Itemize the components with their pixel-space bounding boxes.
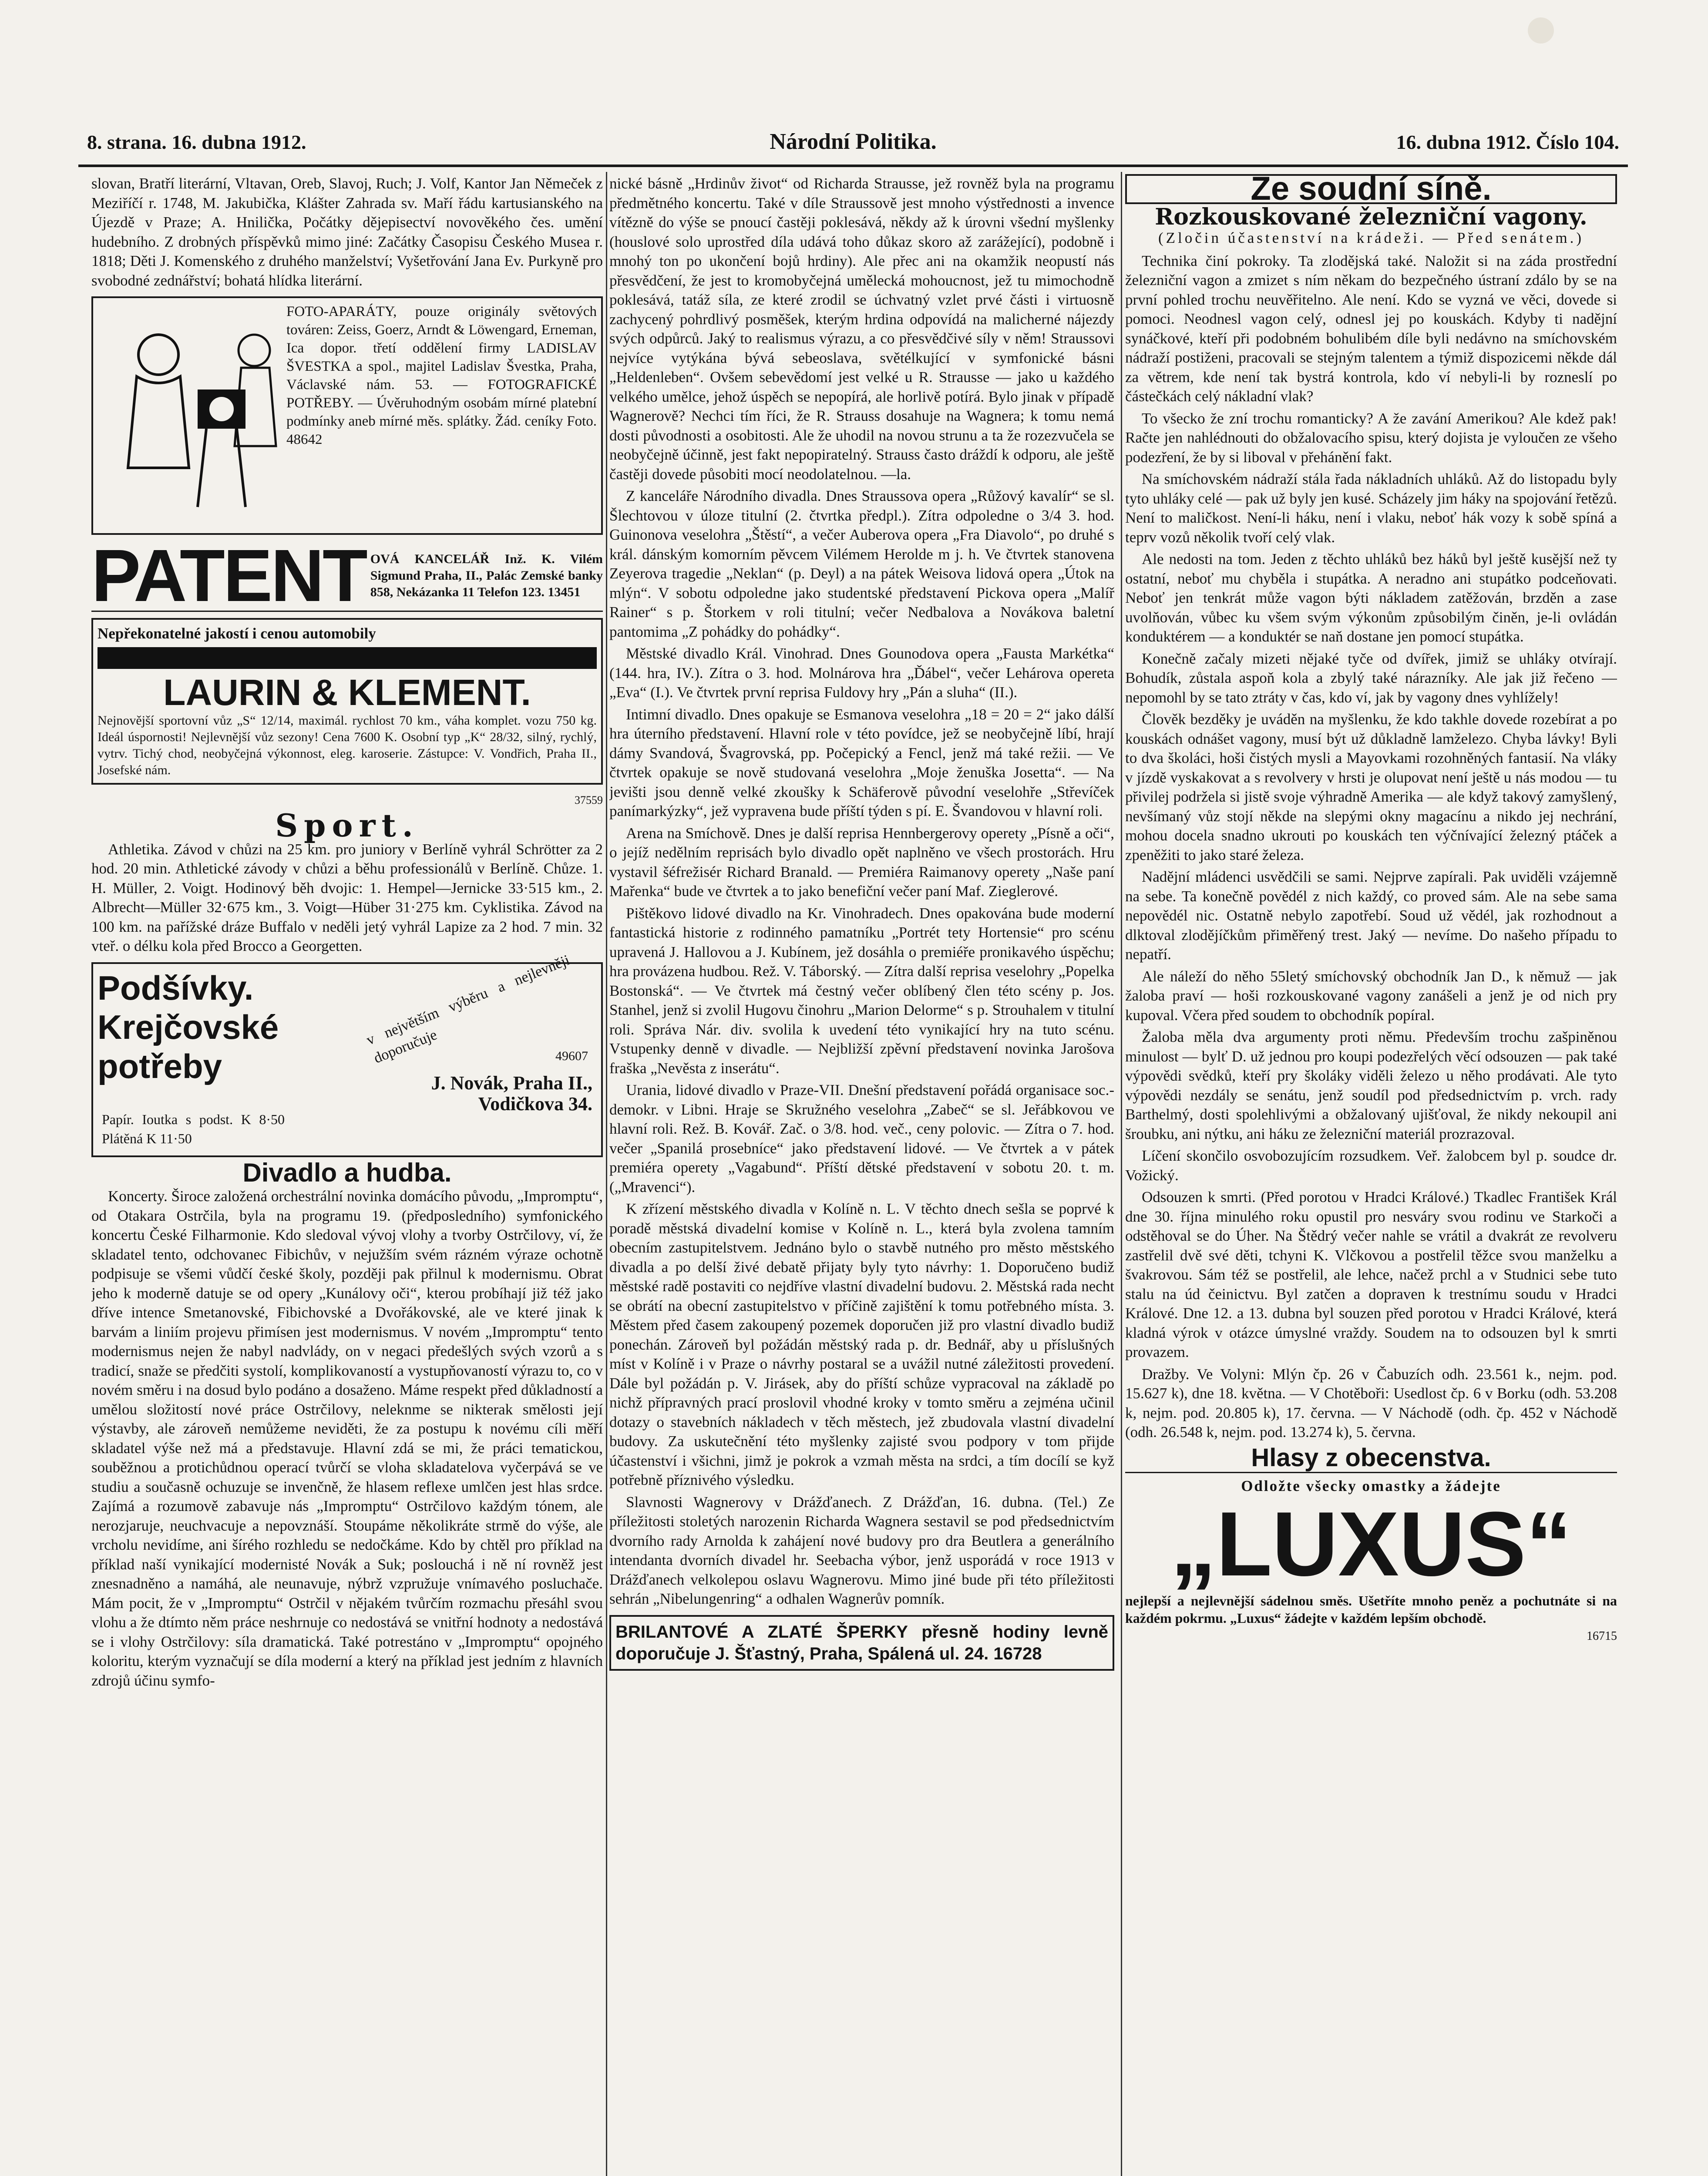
podsivky-firm: J. Novák, Praha II., Vodičkova 34. (431, 1072, 592, 1115)
column-1 (91, 174, 603, 2176)
literary-review-text: slovan, Bratří literární, Vltavan, Oreb, Slavoj, Ruch; J. Volf, Kantor Jan Němeček z Meziříčí r. 1748, M. Jakubička, Klášter Zahrada sv. Maří řádu kartusianského na Újezdě v Praze; A. Hnilička, Počátky dějepisectví novověkého čes. umění hudebního. Z drobných příspěvků mimo jiné: Začátky Časopisu Českého Musea r. 1818; Děti J. Komenského z druhého manželství; Vyšetřování Jana Ev. Purkyně pro svobodné zednářství; bohatá hlídka literární. (91, 175, 603, 289)
foto-aparaty-ad[interactable] (91, 296, 603, 535)
patent-office-text: OVÁ KANCELÁŘ Inž. K. Vilém Sigmund Praha, II., Palác Zemské banky 858, Nekázanka 11 Telefon 123. 13451 (370, 552, 603, 599)
brilant-ad[interactable] (609, 1615, 1114, 1671)
court-text-10: Líčení skončilo osvobozujícím rozsudkem. Veř. žalobcem byl p. soudce dr. Vožický. (1125, 1147, 1617, 1184)
death-sentence-article: Odsouzen k smrti. (Před porotou v Hradci Králové.) Tkadlec František Král dne 30. října minulého roku opustil pro nesváry svou rodinu ve Starkoči a odstěhoval se do Úher. Na Štědrý večer nahle se vrátil a dvakrát ze revolveru zastřelil dvě své děti, tchyni K. Vlčkovou a postřelil těžce svou manželku a švakrovou. Sám též se postřelil, ale lehce, načež prchl a v Studnici sebe tuto stalu na úd čeinictvu. Byl zatčen a dopraven k trestnímu soudu v Hradci Králové. Dne 12. a 13. dubna byl souzen před porotou v Hradci Králové, která kladná výrok v otázce úmyslné vraždy. Soudem na to odsouzen byl k smrti provazem. (1125, 1189, 1617, 1360)
court-text-2: To všecko že zní trochu romanticky? A že zavání Amerikou? Ale kdež pak! Račte jen nahlédnouti do obžalovacího spisu, který dojista je vyloučen ze všeho podezření, že by si liboval v přehánění fakt. (1125, 410, 1617, 466)
patent-office-ad[interactable] (91, 534, 603, 617)
column-3 (1125, 174, 1617, 2176)
court-text-1: Technika činí pokroky. Ta zlodějská také. Naložit si na záda prostřední železniční vagon a zmizet s ním někam do bezpečného ústraní zdálo by se na první pohled trochu neuvěřitelno. Ale není. Kdo se vyzná ve věci, dovede si pomoci. Neodnesl vagon celý, odnesl jej po kouskách. Kdyby ti nadějní synáčkové, kteří při podobném bohulibém díle byli nedávno na smíchovském nádraží postiženi, pracovali se stejným talentem a týmiž dispozicemi někde dál za větrem, kde není tak bystrá kontrola, kdo ví nebyli-li by rozneslí po částečkách celý nákladní vlak? (1125, 252, 1617, 405)
podsivky-prices: Papír. Ioutka s podst. K 8·50 Plátěná K 11·50 (102, 1111, 285, 1146)
patent-logo: PATENT (91, 534, 366, 617)
court-subheading-2: (Zločin účastenství na krádeži. — Před senátem.) (1158, 229, 1584, 246)
laurin-black-band (98, 647, 597, 669)
court-heading-box (1125, 174, 1617, 207)
urania-theatre-notice: Urania, lidové divadlo v Praze-VII. Dnešní představení pořádá organisace soc.-demokr. v Libni. Hraje se Skružného veselohra „Zabeč“ se sl. Jeřábkovou ve hlavní roli. Rež. B. Kovář. Zač. o 3/8. hod. več., ceny polovic. — Zítra o 7. hod. večer „Spanilá prosebníce“ jako představení lidové. — Ve čtvrtek a v pátek premiéra operety „Vagabund“. Příští dětské představení v sobotu 20. t. m. („Mravenci“). (609, 1081, 1114, 1195)
luxus-slogan: Odložte všecky omastky a žádejte (1241, 1478, 1501, 1494)
laurin-klement-ad[interactable] (91, 618, 603, 785)
luxus-text: nejlepší a nejlevnější sádelnou směs. Ušetříte mnoho peněz a pochutnáte si na každém pokrmu. „Luxus“ žádejte v každém lepším obchodě. (1125, 1592, 1617, 1626)
foto-aparaty-text: FOTO-APARÁTY, pouze originály světových továren: Zeiss, Goerz, Arndt & Löwengard, Erneman, Ica dopor. třetí oddělení firmy LADISLAV ŠVESTKA a spol., majitel Ladislav Švestka, Praha, Václavské nám. 53. — FOTOGRAFICKÉ POTŘEBY. — Úvěruhodným osobám mírné platební podmínky aneb mírné měs. splátky. Žád. ceníky Foto. 48642 (286, 304, 597, 447)
sport-text: Athletika. Závod v chůzi na 25 km. pro juniory v Berlíně vyhrál Schrötter za 2 hod. 20 min. Athletické závody v chůzi a běhu professionálů v Berlíně. Chůze. 1. H. Müller, 2. Voigt. Hodinový běh dvojic: 1. Hempel—Jernicke 33·515 km., 2. Albrecht—Müller 32·675 km., 3. Voigt—Hüber 31·275 km. Cyklistika. Závod na 100 km. na pařížské dráze Buffalo v neděli jetý vyhrál Lapize za 2 hod. 7 min. 32 vteř. o délku kola před Brocco a Georgetten. (91, 840, 603, 954)
masthead-date-left: 8. strana. 16. dubna 1912. (87, 131, 306, 153)
luxus-code: 16715 (1587, 1629, 1617, 1643)
divadlo-heading: Divadlo a hudba. (242, 1158, 452, 1187)
column-divider-2 (1121, 172, 1122, 2176)
masthead-date-right: 16. dubna 1912. Číslo 104. (1396, 131, 1619, 153)
court-text-6: Člověk bezděky je uváděn na myšlenku, že kdo takhle dovede rozebírat a po kouskách odnášet vagony, musí být už důkladně lamželezo. Chyba lávky! Byli to dva školáci, hoši čistých mysli a Mayovkami rozohněných fantasií. Na vláky v jízdě vyskakovat a s revolvery v hrsti je olupovat není ještě u nás modou — tu přivilej podržela si jistě svoje výhradně Amerika — ale když takový zamyšlený, nevšímaný vůz stojí někde na slepými okny magacínu a nikdo jej nechrání, mohou docela snadno ukrouti po kouskách ten výčnívající železný ptáček a zpeněžiti to jako staré železa. (1125, 711, 1617, 863)
court-text-3: Na smíchovském nádraží stála řada nákladních uhláků. Až do listopadu byly tyto uhláky celé — pak už byly jen kusé. Scházely jim háky na spojování řetězů. Není to maličkost. Není-li háku, není i vlaku, neboť hák vozy k sobě spíná a teprv vozů několik tvoří celý vlak. (1125, 470, 1617, 546)
brilant-text: BRILANTOVÉ A ZLATÉ ŠPERKY přesně hodiny levně doporučuje J. Šťastný, Praha, Spálená ul. 24. 16728 (615, 1622, 1108, 1663)
court-text-4: Ale nedosti na tom. Jeden z těchto uhláků bez háků byl ještě kusější než ty ostatní, neboť mu chyběla i stupátka. A neradno ani stupátko podceňovati. Neboť jen tenkrát může vagon býti nákladem zatěžován, brzděn a zase uvolňován, vůbec ku všem svým výkonům způsobilým činěn, je-li ovládán konduktérem — a konduktér se naň dostane jen pomocí stupátka. (1125, 551, 1617, 645)
column-2 (609, 174, 1114, 2176)
luxus-logo: „LUXUS“ (1170, 1492, 1572, 1595)
intimni-theatre-notice: Intimní divadlo. Dnes opakuje se Esmanova veselohra „18 = 20 = 2“ jako dálší hra úterního představení. Hlavní role v této povídce, jež se neobyčejně líbí, hrají dámy Svandová, Švagrovská, pp. Počepický a Fencl, jenž má také režii. — Ve čtvrtek opakuje se nově studovaná veselohra „Moje ženuška Josetta“. — Na jevišti jsou denně velké zkoušky k Schäferově původní veselohře „Střevíček panímarkýzky“, jež vypravena bude příští týden s pí. E. Švandovou v hlavní roli. (609, 705, 1114, 819)
column-divider-1 (606, 172, 607, 2176)
podsivky-code: 49607 (555, 1048, 588, 1063)
narodni-divadlo-notice: Z kanceláře Národního divadla. Dnes Straussova opera „Růžový kavalír“ se sl. Šlechtovou v úloze titulní (2. čtvrtka předpl.). Zítra odpoledne o 3/4 3. hod. Guinonova veselohra „Štěstí“, a večer Auberova opera „Fra Diavolo“, po druhé s král. dánským komorním pěvcem Vilémem Herolde m j. h. Ve čtvrtek stanovena Zeyerova tragedie „Neklan“ (p. Deyl) a na pátek Weisova lidová opera „Útok na mlýn“. V sobotu odpoledne jako studentské představení Pickova opera „Malíř Rainer“ s p. Štorkem v roli titulní; večer Nedbalova a Novákova baletní pantomima „Z pohádky do pohádky“. (609, 487, 1114, 640)
wagner-festival-notice: Slavnosti Wagnerovy v Drážďanech. Z Drážďan, 16. dubna. (Tel.) Ze příležitosti stoletých narozenin Richarda Wagnera sestavil se pod předsednictvím dvorního rady Arnolda k zahájení nové budovy pro dra Beutlera a generálního intendanta dvorních divadel hr. Seebacha výbor, jenž usporádá v roce 1913 v Drážďanech velkolepou oslavu Wagnerovu. Mimo jiné bude při této příležitosti sehrán „Nibelungenring“ a odhalen Wagnerův pomník. (609, 1493, 1114, 1607)
podsivky-title: Podšívky. Krejčovské potřeby (98, 968, 279, 1085)
court-heading: Ze soudní síně. (1251, 174, 1492, 207)
laurin-slogan: Nepřekonatelné jakostí i cenou automobily (98, 625, 376, 642)
court-text-8: Ale náleží do něho 55letý smíchovský obchodník Jan D., k němuž — jak žaloba praví — hoši rozkouskované vagony zanášeli a jenž je od nich pry kupoval. Včera před soudem to obchodník popíral. (1125, 967, 1617, 1024)
sport-heading: Sport. (275, 807, 419, 844)
masthead-rule (78, 165, 1628, 167)
newspaper-title: Národní Politika. (770, 129, 937, 154)
podsivky-slogan: v největším výběru a nejlevněji doporučuje (364, 951, 572, 1066)
podsivky-ad[interactable] (91, 951, 603, 1157)
kolin-theatre-notice: K zřízení městského divadla v Kolíně n. L. V těchto dnech sešla se poprvé k poradě městská divadelní komise v Kolíně n. L., která byla zvolena tamním obecním zastupitelstvem. Jednáno bylo o stavbě nutného pro město městského divadla a po delší živé debatě přijaty byly tyto návrhy: 1. Doporučeno budiž městské radě postaviti co nejdříve vlastní divadelní budovu. 2. Městská rada necht se obrátí na obecní zastupitelstvo v příčině zajištění k tomu potřebného místa. 3. Městem před časem zakoupený pozemek doporučen již pro vlastní divadlo budiž ponechán. Zároveň byl požádán městský rada p. dr. Bednář, aby u příslušných míst v Kolíně i v Praze o návrhy postaral se a uvážil nutné záležitosti provedení. Dále byl požádán p. V. Jirásek, aby do příští schůze vypracoval na základě po nichž přípravných prací proslovil vhodné kroky v tomto směru a zejména učinil dotazy o stavebních nákladech v těch městech, jež zbudovala vlastní divadelní budovy. Za uskutečnění této myšlenky zajisté svou podpory v tom přijde účastenství i všichni, jimž je pokrok a vzmah města na srdci, a tím docílí se kyž potřebně příznivého výsledku. (609, 1200, 1114, 1488)
court-text-9: Žaloba měla dva argumenty proti němu. Především trochu zašpiněnou minulost — bylť D. už jednou pro koupi podezřelých věcí odsouzen — pak také výpovědi svědků, kteří pry školáky viděli železo u něho prodávati. Ale tyto výpovědi nezdály se senátu, jenž soudíl pod předsednictvím p. vrch. rady Barthelmý, dosti spolehlivými a obžalovaný ujišťoval, že nikdy nekoupil ani šroubku, ani nýtku, ani háku ze železniční materiál prozrazoval. (1125, 1028, 1617, 1142)
court-text-7: Nadějní mládenci usvědčili se sami. Nejprve zapírali. Pak uviděli vzájemně na sebe. Ta konečně povědél z nich každý, co proved sám. Ale na sebe sama nepovědél nic. Ostatně nebylo zapotřebí. Soud už vědél, jak rozhodnout a dlktoval zlodějíčkům přiměřený trest. Jaký — nevíme. Do našeho případu to nepatří. (1125, 868, 1617, 963)
punch-hole (1528, 17, 1554, 44)
laurin-ad-code: 37559 (575, 793, 603, 806)
smichov-arena-notice: Arena na Smíchově. Dnes je další reprisa Hennbergerovy operety „Písně a oči“, o jejíž nedělním reprisách bylo divadlo opět naplněno ve všech prostorách. Hru vystavil šéfrežisér Richard Branald. — Premiéra Raimanovy operety „Naše paní Mařenka“ bude ve čtvrtek a to jako benefiční večer paní Maf. Zieglerové. (609, 824, 1114, 900)
luxus-ad[interactable] (1125, 1472, 1617, 1646)
masthead (87, 131, 1619, 161)
court-subheading: Rozkouskované železniční vagony. (1155, 203, 1587, 230)
photographer-illustration (98, 302, 280, 520)
laurin-name: LAURIN & KLEMENT. (163, 672, 531, 713)
divadlo-text: Koncerty. Široce založená orchestrální novinka domácího původu, „Impromptu“, od Otakara Ostrčila, byla na programu 19. (předposledního) symfonického koncertu České Filharmonie. Kdo sledoval vývoj vlohy a tvorby Ostrčilovy, ví, že skladatel tento, odchovanec Fibichův, v nejužším svém rázném výraze ochotně podpisuje se všemi vůdčí české školy, později pak přilnul k modernismu. Obrat jeho k moderně datuje se od opery „Kunálovy oči“, kterou probíhají již též jako dříve intence Smetanovské, Fibichovské a Dvořákovské, ale ve které jinak k barvám a liniím projevu přimísen jest modernismus. V novém „Impromptu“ tento modernismus nejen že nabyl nadvlády, on v negaci předešlých svých vzorů a s tradicí, snaže se předčiti systolí, komplikovaností a vystupňovaností výrazu to, co v novém směru i na dosud bylo podáno a dosaženo. Máme respekt před důkladností a umělou složitostí nové práce Ostrčilovy, neleknme se nikterak smělosti její výstavby, ale zároveň nemůžeme neviděti, že za postupu k novému cíli měří skladatel výše než má a představuje. Hlavní zdá se mi, že práci tematickou, souběžnou a protichůdnou operací tvůrčí se vloha skladatelova vyčerpává se ve studiu a současně ochuzuje se invenčně, že hlasem reflexe umlčen jest hlas srdce. Zajímá a rozumově zabavuje nás „Impromptu“ Ostrčilovo každým tónem, ale nerozjaruje, neuchvacuje a nepovznáší. Stoupáme několikráte strmě do výše, ale vrcholu nevidíme, ani šírého rozhledu se nedočkáme. Kdo by chtěl pro příklad na příklad naší vynikající modernisté Novák a Suk; poslouchá i ně ní rovněž jest znesnadněno a namáhá, ale neunavuje, nýbrž vzpružuje vnímavého posluchače. Mám pocit, že v „Impromptu“ Ostrčil v nějakém tvůrčím rozmachu přesáhl svou vlohu a že dtímto něm práce neshrnuje co nedostává se vnitřní hodnoty a nedostává se i vlohy Ostrčilovy: síla dramatická. Také potrestáno v „Impromptu“ opojného koloritu, kterým vyznačují se díla moderní a který na příklad jest jedním z hlavních zdrojů účinu symfo- (91, 1188, 603, 1689)
laurin-details: Nejnovější sportovní vůz „S“ 12/14, maximál. rychlost 70 km., váha komplet. vozu 750 kg. Ideál úspornosti! Nejlevnější vůz sezony! Cena 7600 K. Osobní typ „K“ 28/32, silný, rychlý, vytrv. Tichý chod, neobyčejná výkonnost, eleg. karoserie. Zástupce: V. Vondřich, Praha II., Josefské nám. (98, 713, 597, 777)
vinohrady-theatre-notice: Městské divadlo Král. Vinohrad. Dnes Gounodova opera „Fausta Markétka“ (144. hra, IV.). Zítra o 3. hod. Molnárova hra „Ďábel“, večer Lehárova opereta „Eva“ (I.). Ve čtvrtek první reprisa Fuldovy hry „Pán a sluha“ (II.). (609, 645, 1114, 701)
public-voices-heading: Hlasy z obecenstva. (1251, 1443, 1491, 1472)
auctions-notice: Dražby. Ve Volyni: Mlýn čp. 26 v Čabuzích odh. 23.561 k., nejm. pod. 15.627 k), dne 18. května. — V Chotěboři: Usedlost čp. 6 v Borku (odh. 53.208 k, nejm. pod. 20.805 k), 17. června. — V Náchodě (odh. čp. 452 v Náchodě (odh. 26.548 k, nejm. pod. 13.274 k), 5. června. (1125, 1365, 1617, 1441)
strauss-review: nické básně „Hrdinův život“ od Richarda Strausse, jež rovněž byla na programu předmětného koncertu. Také v díle Straussově jest mnoho výstřednosti a invence vítězně do výše se pnoucí častěji poklesává, někdy až k úrovni všední myšlenky (houslové solo uprostřed díla udává toho důkaz skoro až zarážející), podobně i mnohý ton po ukončení bojů hrdiny). Ale přec ani na okamžik neopustí nás přesvědčení, že jest to kromobyčejná umělecká mohoucnost, jež tu mimochodně poklesává, tatáž síla, ze které zrodil se úchvatný vzlet prvé části i virtuosně zachycený pohrdlivý posměšek, kterým hrdina odpovídá na malicherné nájezdy svých odpůrců. Jaký to realismus výrazu, a co přesvědčivé síly v něm! Straussovi nejvíce vytýkána bývá sebeoslava, světélkující v symfonické básni „Heldenleben“. Ovšem sebevědomí jest velké u R. Strausse — jako u každého velkého umělce, jehož úspěch se nepopírá, ale horlivě potírá. Bylo jinak v případě Wagnerově? Nechci tím říci, že R. Strauss dosahuje na Wagnera; k tomu nemá dosti původnosti a osobitosti. Ale že uhodil na novou strunu a ta že rozezvučela se neobyčejně účinně, jest fakt nepopiratelný. Strauss často dráždí k odporu, ale ještě častěji dovede působiti mocí neodolatelnou. —la. (609, 175, 1114, 483)
court-text-5: Konečně začaly mizeti nějaké tyče od dvířek, jimiž se uhláky otvírají. Bohudík, zůstala aspoň kola a zbylý také nárazníky. Ale jak již řečeno — nepomohl by se tato ztráty v čas, kdo ví, jak by vagony dnes vyhlížely! (1125, 650, 1617, 706)
pistek-theatre-notice: Pištěkovo lidové divadlo na Kr. Vinohradech. Dnes opakována bude moderní fantastická historie z rodinného pamatníku „Portrét tety Hortensie“ pro scénu upravená J. Hallovou a J. Kubínem, jež dosáhla o premiéře pronikavého úspěchu; hra provázena hudbou. Rež. V. Táborský. — Zítra další reprisa veselohry „Popelka Bostonská“. — Ve čtvrtek má čestný večer oblíbený člen této scény p. Jos. Stanhel, jenž si zvolil Hugovu činohru „Marion Delorme“ s p. Strouhalem v titulní roli. Správa Nár. div. svolila k uvedení této vynikající hry na tuto scénu. Vstupenky denně v divadle. — Nejbližší zpěvní představení novinka Jarošova fraška „Nevěsta z inserátu“. (609, 904, 1114, 1077)
